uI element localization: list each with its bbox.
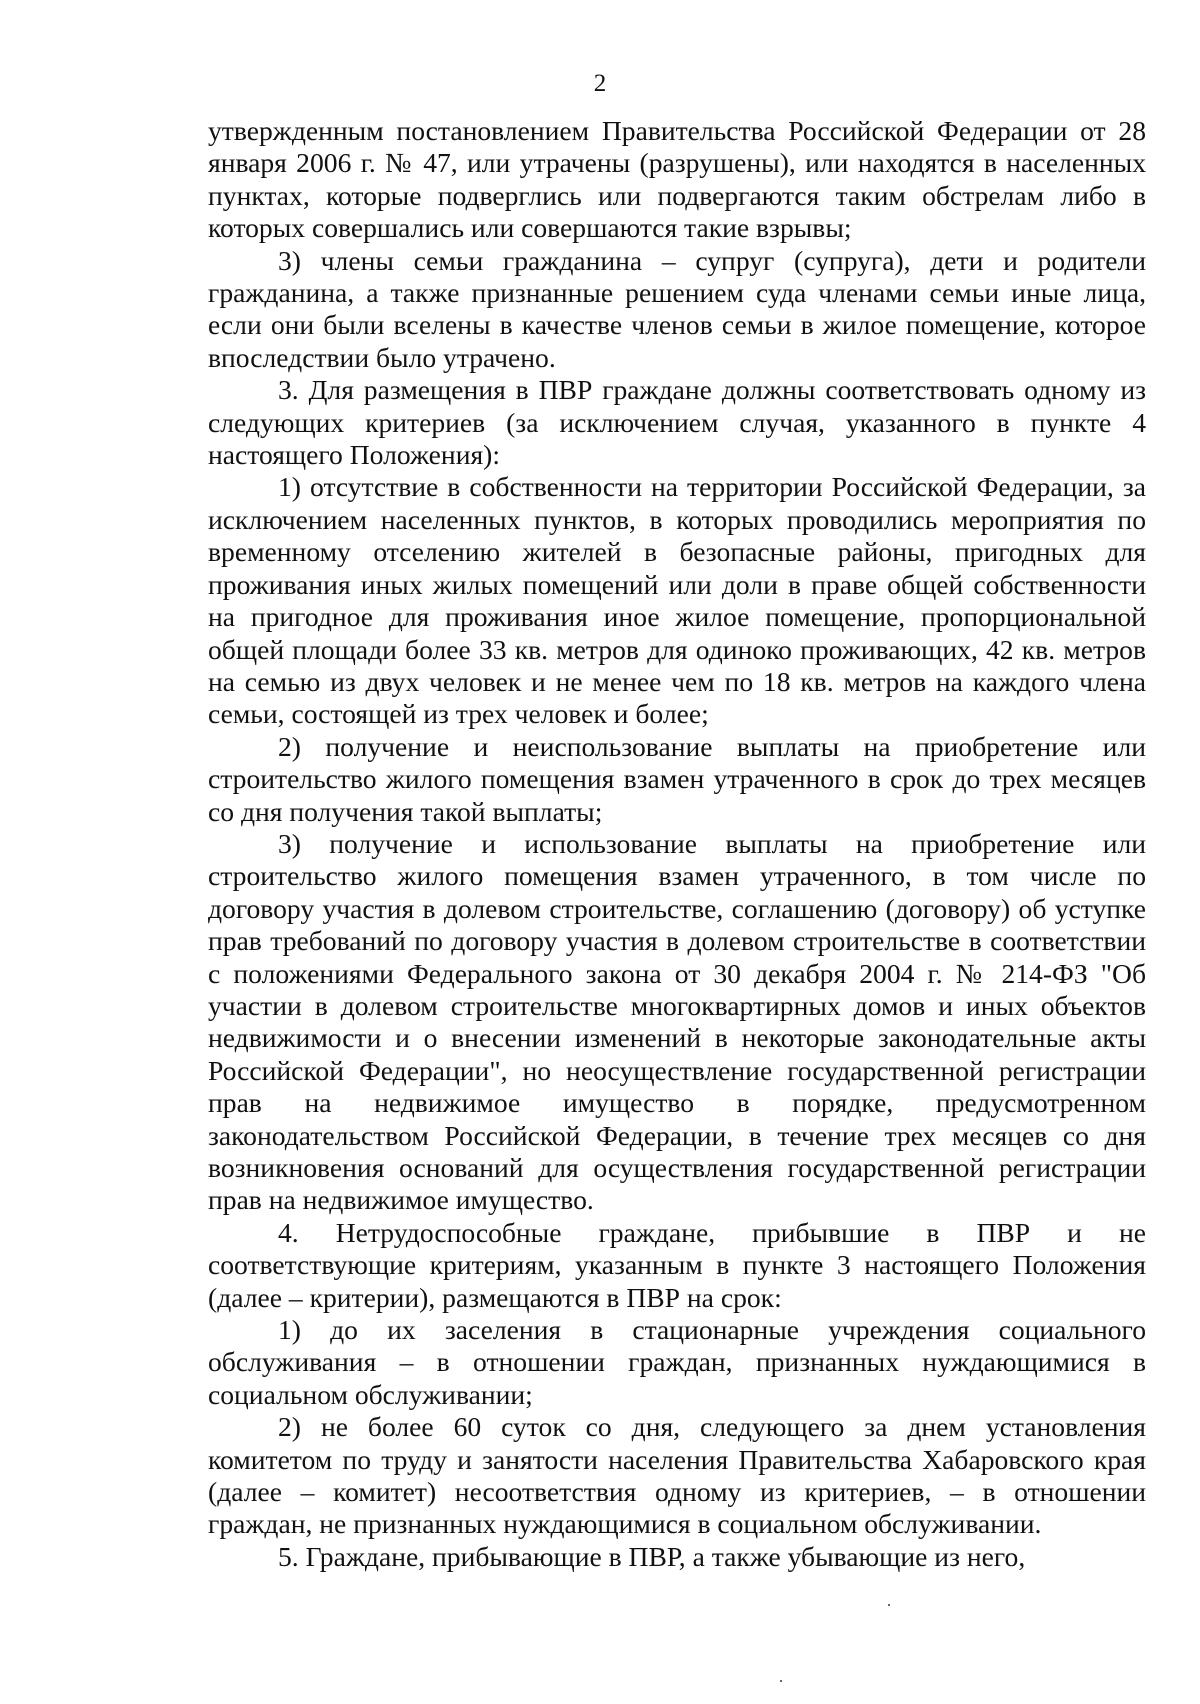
- paragraph: 1) отсутствие в собственности на территории Российской Федерации, за исключением населенных пунктов, в которых проводились мероприятия по временному отселению жителей в безопасные районы, пригодных для проживания иных жилых помещений или доли в праве общей собственности на пригодное для проживания иное жилое помещение, пропорциональной общей площади более 33 кв. метров для одиноко проживающих, 42 кв. метров на семью из двух человек и не менее чем по 18 кв. метров на каждого члена семьи, состоящей из трех человек и более;: [208, 471, 1146, 730]
- document-body: [208, 115, 1146, 1573]
- paragraph: 2) не более 60 суток со дня, следующего за днем установления комитетом по труду и занятости населения Правительства Хабаровского края (далее – комитет) несоответствия одному из критериев, – в отношении граждан, не признанных нуждающимися в социальном обслуживании.: [208, 1411, 1146, 1540]
- paragraph: утвержденным постановлением Правительства Российской Федерации от 28 января 2006 г. № 47, или утрачены (разрушены), или находятся в населенных пунктах, которые подверглись или подвергаются таким обстрелам либо в которых совершались или совершаются такие взрывы;: [208, 115, 1146, 244]
- scan-speck: [780, 1680, 782, 1682]
- paragraph: 3. Для размещения в ПВР граждане должны соответствовать одному из следующих критериев (за исключением случая, указанного в пункте 4 настоящего Положения):: [208, 374, 1146, 471]
- paragraph: 2) получение и неиспользование выплаты на приобретение или строительство жилого помещения взамен утраченного в срок до трех месяцев со дня получения такой выплаты;: [208, 730, 1146, 827]
- paragraph: 4. Нетрудоспособные граждане, прибывшие в ПВР и не соответствующие критериям, указанным в пункте 3 настоящего Положения (далее – критерии), размещаются в ПВР на срок:: [208, 1216, 1146, 1313]
- paragraph: 5. Граждане, прибывающие в ПВР, а также убывающие из него,: [278, 1540, 1026, 1572]
- paragraph: 1) до их заселения в стационарные учреждения социального обслуживания – в отношении граждан, признанных нуждающимися в социальном обслуживании;: [208, 1314, 1146, 1410]
- page-number: 2: [593, 70, 607, 97]
- paragraph: 3) члены семьи гражданина – супруг (супруга), дети и родители гражданина, а также признанные решением суда членами семьи иные лица, если они были вселены в качестве членов семьи в жилое помещение, которое впоследствии было утрачено.: [208, 244, 1146, 373]
- paragraph: 3) получение и использование выплаты на приобретение или строительство жилого помещения взамен утраченного, в том числе по договору участия в долевом строительстве, соглашению (договору) об уступке прав требований по договору участия в долевом строительстве в соответствии с положениями Федерального закона от 30 декабря 2004 г. № 214-ФЗ "Об участии в долевом строительстве многоквартирных домов и иных объектов недвижимости и о внесении изменений в некоторые законодательные акты Российской Федерации", но неосуществление государственной регистрации прав на недвижимое имущество в порядке, предусмотренном законодательством Российской Федерации, в течение трех месяцев со дня возникновения оснований для осуществления государственной регистрации прав на недвижимое имущество.: [208, 827, 1146, 1216]
- scan-speck: [888, 1604, 890, 1606]
